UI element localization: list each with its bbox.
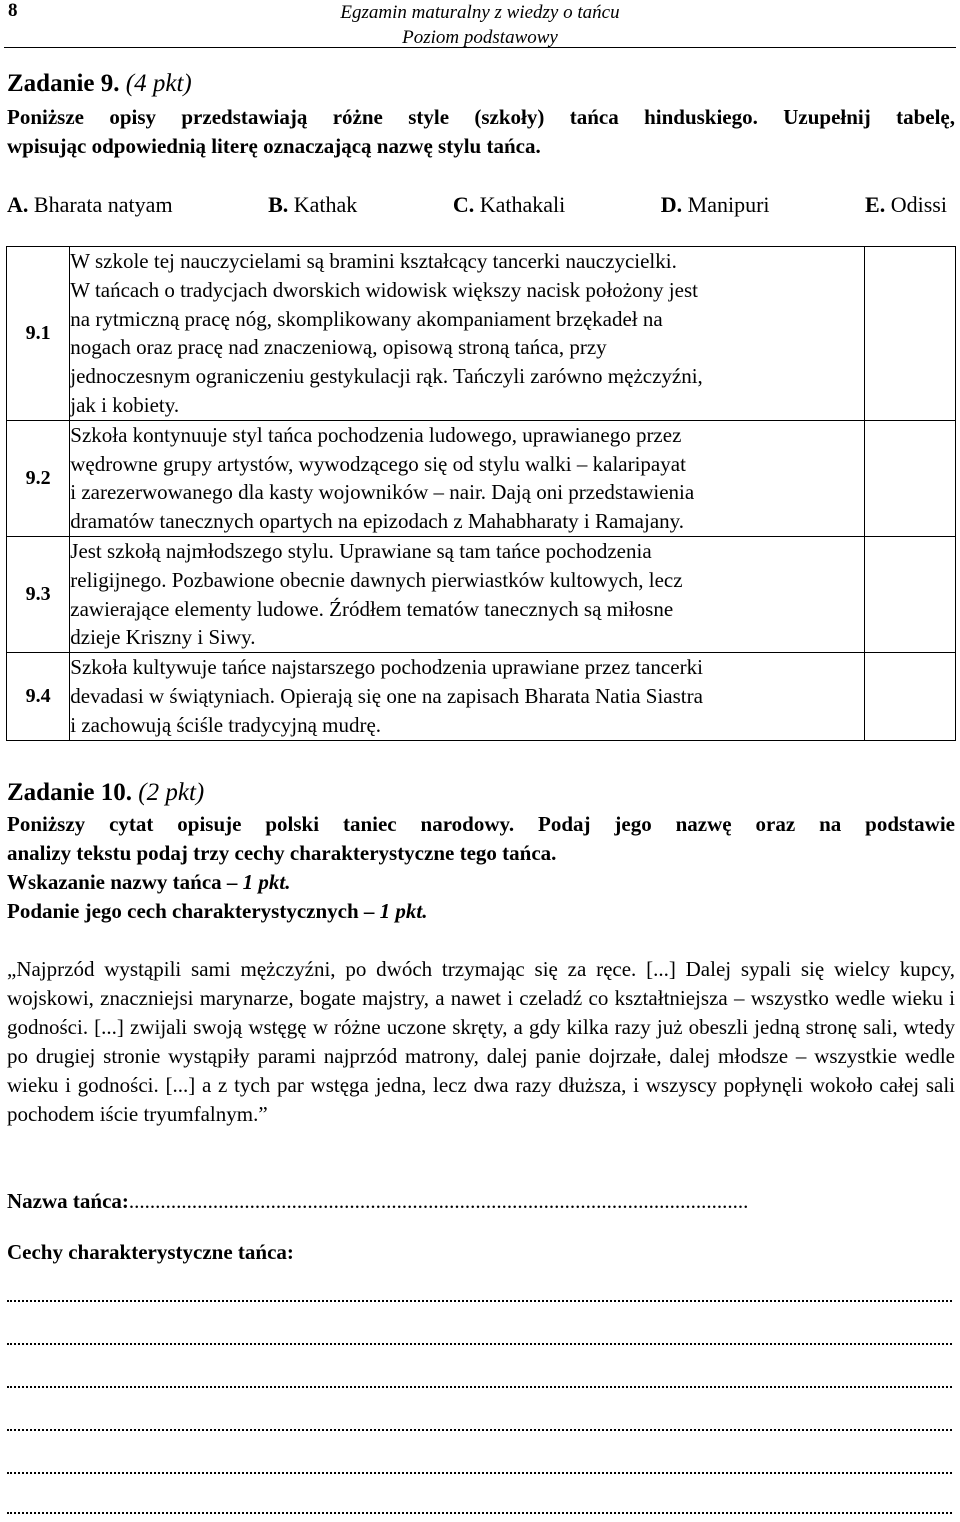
table-row <box>7 653 956 740</box>
styles-table <box>6 246 956 741</box>
row-number: 9.3 <box>7 536 70 652</box>
description-line: i zachowują ściśle tradycyjną mudrę. <box>70 712 382 737</box>
option-b: B. Kathak <box>268 192 358 217</box>
task10-points: (2 pkt) <box>138 779 205 806</box>
row-description <box>70 247 864 421</box>
description-line: nogach oraz pracę nad znaczeniową, opisową stroną tańca, przy <box>70 335 607 360</box>
row-number: 9.2 <box>7 420 70 536</box>
header-title-line1: Egzamin maturalny z wiedzy o tańcu <box>340 2 620 23</box>
task9-instruction-line2: wpisując odpowiednią literę oznaczającą nazwę stylu tańca. <box>7 134 541 158</box>
answer-line[interactable] <box>7 1386 952 1390</box>
description-line: W szkole tej nauczycielami są bramini kształcący tancerki nauczycielki. <box>70 249 677 273</box>
answer-line[interactable] <box>7 1429 952 1433</box>
row-description <box>70 653 864 740</box>
task10-instruction-line2: analizy tekstu podaj trzy cechy charakterystyczne tego tańca. <box>7 841 557 865</box>
description-line: i zarezerwowanego dla kasty wojowników – nair. Dają oni przedstawienia <box>70 480 695 505</box>
option-a: A. Bharata natyam <box>7 192 173 217</box>
dance-quote: „Najprzód wystąpili sami mężczyźni, po dwóch trzymając się za ręce. [...] Dalej sypali się wielcy kupcy, wojskowi, znaczniejsi marynarze, bogate majstry, a nawet i czeladź co kształtniejsza – wszystko wedle wieku i godności. [...] zwijali swoją wstęgę w różne uczone skręty, a gdy kilka razy już obeszli jedną stronę sali, wtedy po drugiej stronie wystąpiły parami najprzód matrony, dalej panie dojrzałe, dalej młodsze – wszystkie wedle wieku i godności. [...] a z tych par wstęga jedna, lecz dwa razy dłuższa, i wszyscy popłynęli wokoło całej sali pochodem iście tryumfalnym.” <box>7 957 955 1126</box>
table-row <box>7 536 956 652</box>
answer-line[interactable] <box>7 1343 952 1347</box>
task9-points: (4 pkt) <box>125 70 192 97</box>
row-number: 9.4 <box>7 653 70 740</box>
task10-scoring-name: Wskazanie nazwy tańca – 1 pkt. <box>7 870 291 894</box>
table-row <box>7 247 956 421</box>
task10-title <box>7 779 204 807</box>
dance-name-label: Nazwa tańca: <box>7 1189 129 1213</box>
task9-instruction-line1: Poniższe opisy przedstawiają różne style (szkoły) tańca hinduskiego. Uzupełnij tabelę, <box>7 105 955 129</box>
option-c: C. Kathakali <box>452 192 566 217</box>
task10-instruction-line1: Poniższy cytat opisuje polski taniec narodowy. Podaj jego nazwę oraz na podstawie <box>7 812 955 836</box>
description-line: dzieje Kriszny i Siwy. <box>70 625 256 650</box>
description-line: jednoczesnym ograniczeniu gestykulacji rąk. Tańczyli zarówno mężczyźni, <box>70 364 703 389</box>
description-line: Szkoła kontynuuje styl tańca pochodzenia ludowego, uprawianego przez <box>70 422 682 447</box>
row-description <box>70 536 864 652</box>
features-label: Cechy charakterystyczne tańca: <box>7 1240 294 1264</box>
description-line: wędrowne grupy artystów, wywodzącego się od stylu walki – kalaripayat <box>70 451 686 476</box>
description-line: devadasi w świątyniach. Opierają się one na zapisach Bharata Natia Siastra <box>70 683 703 708</box>
style-options <box>7 190 947 219</box>
answer-line[interactable] <box>7 1512 952 1516</box>
header-title-line2: Poziom podstawowy <box>402 27 558 48</box>
row-description <box>70 420 864 536</box>
header-divider <box>4 47 956 48</box>
answer-cell-9-4[interactable] <box>864 653 955 740</box>
page-number: 8 <box>8 0 18 21</box>
page-header <box>0 0 960 50</box>
answer-cell-9-3[interactable] <box>864 536 955 652</box>
description-line: dramatów tanecznych opartych na epizodach z Mahabharaty i Ramajany. <box>70 509 685 534</box>
description-line: na rytmiczną pracę nóg, skomplikowany akompaniament brzękadeł na <box>70 306 663 331</box>
dance-name-dots[interactable]: ...................................................................................................................... <box>128 1189 749 1213</box>
description-line: religijnego. Pozbawione obecnie dawnych pierwiastków kultowych, lecz <box>70 567 683 592</box>
table-row <box>7 420 956 536</box>
description-line: Jest szkołą najmłodszego stylu. Uprawiane są tam tańce pochodzenia <box>70 538 652 563</box>
row-number: 9.1 <box>7 247 70 421</box>
answer-line[interactable] <box>7 1300 952 1304</box>
option-d: D. Manipuri <box>660 192 770 217</box>
answer-cell-9-2[interactable] <box>864 420 955 536</box>
task9-title <box>7 70 192 98</box>
option-e: E. Odissi <box>865 192 947 217</box>
description-line: zawierające elementy ludowe. Źródłem tematów tanecznych są miłosne <box>70 596 674 621</box>
task9-title-text: Zadanie 9. <box>7 70 120 97</box>
description-line: jak i kobiety. <box>70 392 180 417</box>
task10-title-text: Zadanie 10. <box>7 779 133 806</box>
answer-cell-9-1[interactable] <box>864 247 955 421</box>
answer-line[interactable] <box>7 1472 952 1476</box>
task10-scoring-features: Podanie jego cech charakterystycznych – 1 pkt. <box>7 899 428 923</box>
description-line: Szkoła kultywuje tańce najstarszego pochodzenia uprawiane przez tancerki <box>70 655 703 680</box>
description-line: W tańcach o tradycjach dworskich widowisk większy nacisk położony jest <box>70 277 698 302</box>
dance-name-answer[interactable] <box>7 1189 748 1214</box>
